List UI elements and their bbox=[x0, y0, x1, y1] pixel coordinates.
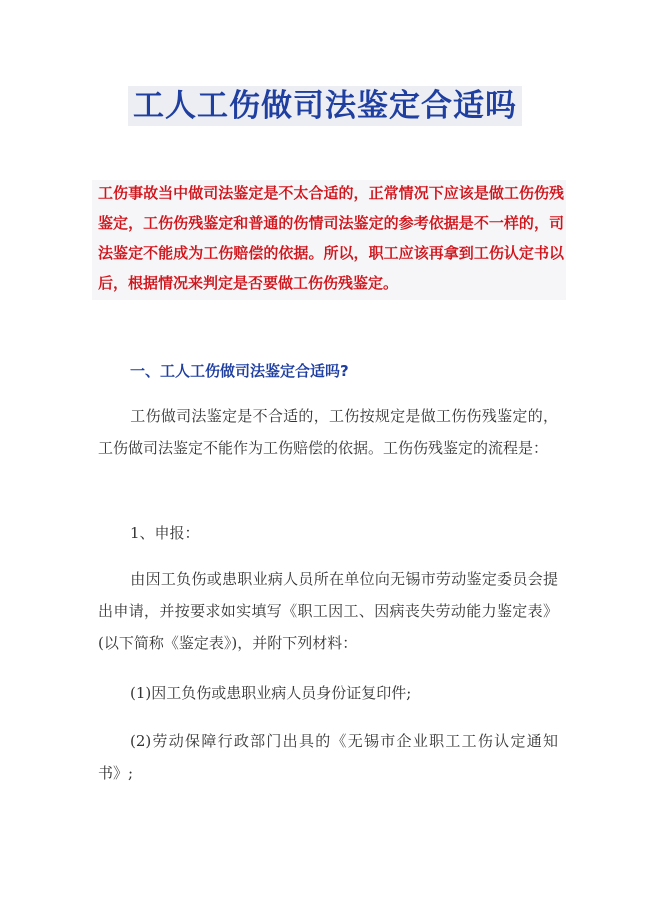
step-label: 1、申报： bbox=[130, 524, 200, 542]
document-title: 工人工伤做司法鉴定合适吗 bbox=[133, 88, 517, 124]
list-item: (1)因工负伤或患职业病人员身份证复印件; bbox=[130, 684, 412, 702]
paragraph-text: 由因工负伤或患职业病人员所在单位向无锡市劳动鉴定委员会提出申请，并按要求如实填写《职工因工、因病丧失劳动能力鉴定表》(以下简称《鉴定表》)，并附下列材料： bbox=[98, 570, 558, 652]
list-item bbox=[98, 725, 558, 789]
paragraph-text: (2)劳动保障行政部门出具的《无锡市企业职工工伤认定通知书》; bbox=[98, 732, 558, 782]
section-heading: 一、工人工伤做司法鉴定合适吗? bbox=[130, 362, 349, 380]
body-paragraph bbox=[98, 563, 558, 659]
intro-summary: 工伤事故当中做司法鉴定是不太合适的，正常情况下应该是做工伤伤残鉴定，工伤伤残鉴定和普通的伤情司法鉴定的参考依据是不一样的，司法鉴定不能成为工伤赔偿的依据。所以，职工应该再拿到工伤认定书以后，根据情况来判定是否要做工伤伤残鉴定。 bbox=[98, 184, 564, 292]
body-paragraph bbox=[98, 400, 558, 464]
paragraph-text: 工伤做司法鉴定是不合适的，工伤按规定是做工伤伤残鉴定的，工伤做司法鉴定不能作为工伤赔偿的依据。工伤伤残鉴定的流程是： bbox=[98, 407, 558, 457]
